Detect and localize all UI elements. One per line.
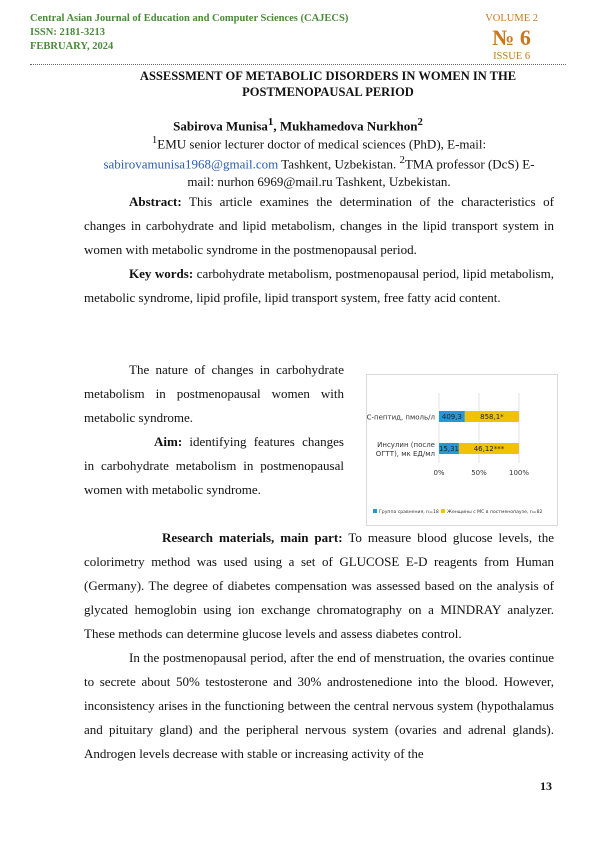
legend-label: Женщины с МС в постменопаузе, n=82	[447, 510, 543, 515]
article-title	[80, 68, 576, 100]
affil-sup-2: 2	[399, 154, 405, 167]
affil-line-1: EMU senior lecturer doctor of medical sciences (PhD), E-mail:	[157, 136, 487, 152]
data-label: 15,31	[438, 445, 459, 453]
aim-text: identifying features changes in carbohydrate metabolism in postmenopausal women with metabolic syndrome.	[84, 434, 344, 497]
data-label: 46,12***	[473, 445, 505, 453]
affil-line-3: mail: nurhon 6969@mail.ru Tashkent, Uzbekistan.	[187, 173, 451, 189]
keywords-label: Key words:	[129, 266, 194, 281]
volume-badge	[485, 12, 538, 64]
category-label: С-пептид, пмоль/л	[367, 413, 435, 422]
intro-text: The nature of changes in carbohydrate metabolism in postmenopausal women with metabolic syndrome.	[84, 362, 344, 425]
legend-swatch	[373, 509, 377, 513]
title-line-2: POSTMENOPAUSAL PERIOD	[242, 85, 414, 99]
x-tick-label: 50%	[471, 469, 487, 477]
left-col-intro	[84, 358, 344, 430]
x-tick-label: 0%	[433, 469, 445, 477]
category-label: Инсулин (после	[377, 441, 435, 449]
abstract	[84, 190, 554, 262]
data-label: 858,1*	[480, 413, 504, 421]
bar-chart	[367, 375, 557, 525]
research-text: To measure blood glucose levels, the colorimetry method was used using a set of GLUCOSE E-D reagents from Human (Germany). The degree of diabetes compensation was assessed based on the analysis of glycated hemoglobin using ion exchange chromatography on a MINDRAY analyzer. These methods can determine glucose levels and assess diabetes control.	[84, 530, 554, 641]
research-label: Research materials, main part:	[162, 530, 343, 545]
research-paragraph	[84, 526, 554, 646]
keywords	[84, 262, 554, 310]
number: № 6	[492, 25, 531, 50]
affiliation	[84, 132, 554, 190]
aim-label: Aim:	[154, 434, 183, 449]
abstract-text: This article examines the determination of the characteristics of changes in carbohydrate and lipid metabolism, changes in the lipid transport system in women with metabolic syndrome in the postmenopausal period.	[84, 194, 554, 257]
journal-name: Central Asian Journal of Education and Computer Sciences (CAJECS)	[30, 13, 349, 24]
chart-figure	[366, 374, 558, 526]
affil-sup-1: 1	[151, 134, 158, 146]
x-tick-label: 100%	[508, 469, 530, 477]
legend-label: Группа сравнения, n=18	[379, 510, 439, 515]
author-1-sup: 1	[267, 116, 274, 128]
issue-date: FEBRUARY, 2024	[30, 41, 114, 52]
affil-line-2b: TMA professor (DcS) E-	[404, 156, 535, 172]
keywords-text: carbohydrate metabolism, postmenopausal period, lipid metabolism, metabolic syndrome, lipid profile, lipid transport system, free fatty acid content.	[84, 266, 554, 305]
issn: ISSN: 2181-3213	[30, 27, 105, 38]
page-number: 13	[540, 779, 552, 793]
legend-swatch	[441, 509, 445, 513]
para2-text: In the postmenopausal period, after the end of menstruation, the ovaries continue to secrete about 50% testosterone and 30% androstenedione into the blood. However, inconsistency arises in the functioning between the central nervous system (hypothalamus and pituitary gland) and the peripheral nervous system (ovaries and adrenal glands). Androgen levels decrease with stable or increasing activity of the	[84, 650, 554, 761]
title-line-1: ASSESSMENT OF METABOLIC DISORDERS IN WOMEN IN THE	[139, 69, 517, 83]
author-2: Mukhamedova Nurkhon	[279, 118, 418, 134]
affil-line-2a: Tashkent, Uzbekistan.	[278, 156, 400, 172]
header-divider	[30, 64, 566, 65]
category-label: ОГТТ), мк ЕД/мл	[375, 450, 435, 458]
author-2-sup: 2	[417, 116, 423, 128]
journal-header	[30, 12, 348, 54]
author-sep: ,	[273, 118, 280, 134]
abstract-label: Abstract:	[129, 194, 182, 209]
data-label: 409,3	[441, 413, 462, 421]
volume: VOLUME 2	[485, 13, 538, 24]
issue: ISSUE 6	[493, 51, 531, 62]
author-1: Sabirova Munisa	[173, 118, 268, 134]
postmenopause-paragraph	[84, 646, 554, 766]
email-link[interactable]: sabirovamunisa1968@gmail.com	[103, 156, 279, 172]
aim	[84, 430, 344, 502]
